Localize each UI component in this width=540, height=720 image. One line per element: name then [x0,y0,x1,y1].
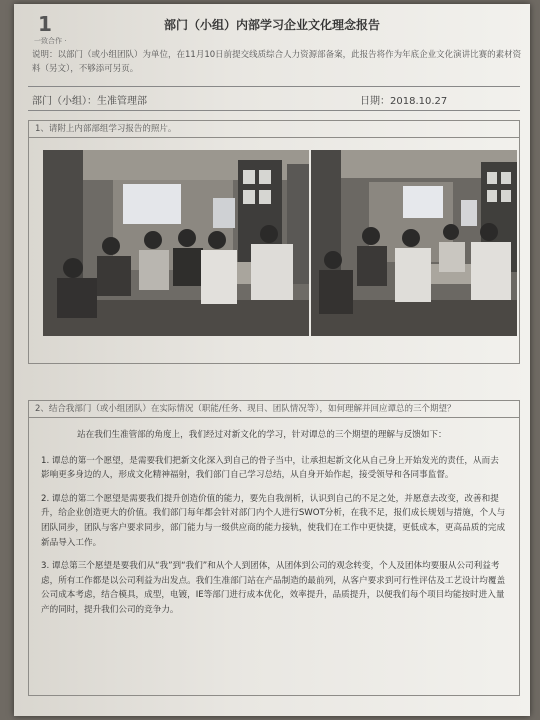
divider [28,110,520,111]
date-field: 日期：2018.10.27 [360,96,448,107]
report-sheet [14,4,530,716]
divider [28,86,520,87]
photo-area [29,138,519,344]
section-heading: 2、结合我部门（或小组团队）在实际情况（职能/任务、现目、团队情况等），如何理解并回应谭总的三个期望？ [29,401,519,418]
department-field: 部门（小组）：生准管理部 [32,96,147,107]
logo-subtitle: 一致合作 · [34,37,67,45]
logo-mark: 1 [38,12,52,36]
page-title: 部门（小组）内部学习企业文化理念报告 [163,18,380,32]
instruction-note: 说明：以部门（或小组团队）为单位，在11月10日前提交线质综合人力资源部备案，此报告将作为年底企业文化演讲比赛的素材资料（另文），不够添可另页。 [32,50,522,74]
answer-body [29,418,519,618]
answer-intro: 站在我们生准管部的角度上，我们经过对新文化的学习，针对谭总的三个期望的理解与反馈如下： [77,430,447,440]
answer-point-2: 2. 谭总的第二个愿望是需要我们提升创造价值的能力，要先自我剖析，认识到自己的不足之处，并愿意去改变，改善和提升，给企业创造更大的价值。我们部门每年都会针对部门内个人进行SWOT分析，在我不足，报们成长规划与措施，个人与团队同步，团队与客户要求同步，部门能力与一级供应商的能力接轨，使我们在工作中更快捷，更低成本，更高品质的完成新品导入工作。 [41,493,506,548]
photo-section [28,120,520,364]
meeting-photo-right [311,150,517,336]
answer-point-3: 3. 谭总第三个愿望是要我们从“我”到“我们”和从个人到团体，从团体到公司的观念转变，个人及团体均要服从公司利益考虑，所有工作都是以公司利益为出发点。我们生准部门站在产品制造的最前列，从客户要求到可行性评估及工艺设计均覆盖公司成本考虑，结合模具，成型，电镀，IE等部门进行成本优化，效率提升，品质提升，以便我们每个项目均能按时进入量产的同时，提升我们公司的竞争力。 [41,561,506,615]
expectation-section [28,400,520,696]
section-heading: 1、请附上内部部组学习报告的照片。 [29,121,519,138]
answer-point-1: 1. 谭总的第一个愿望，是需要我们把新文化深入到自己的骨子当中，让承担起新文化从自己身上开始发光的责任，从而去影响更多身边的人，形成文化精神福射，我们部门自己学习总结，从自身开始作起，接受领导和各同事监督。 [41,455,499,481]
meeting-photo-left [43,150,309,336]
